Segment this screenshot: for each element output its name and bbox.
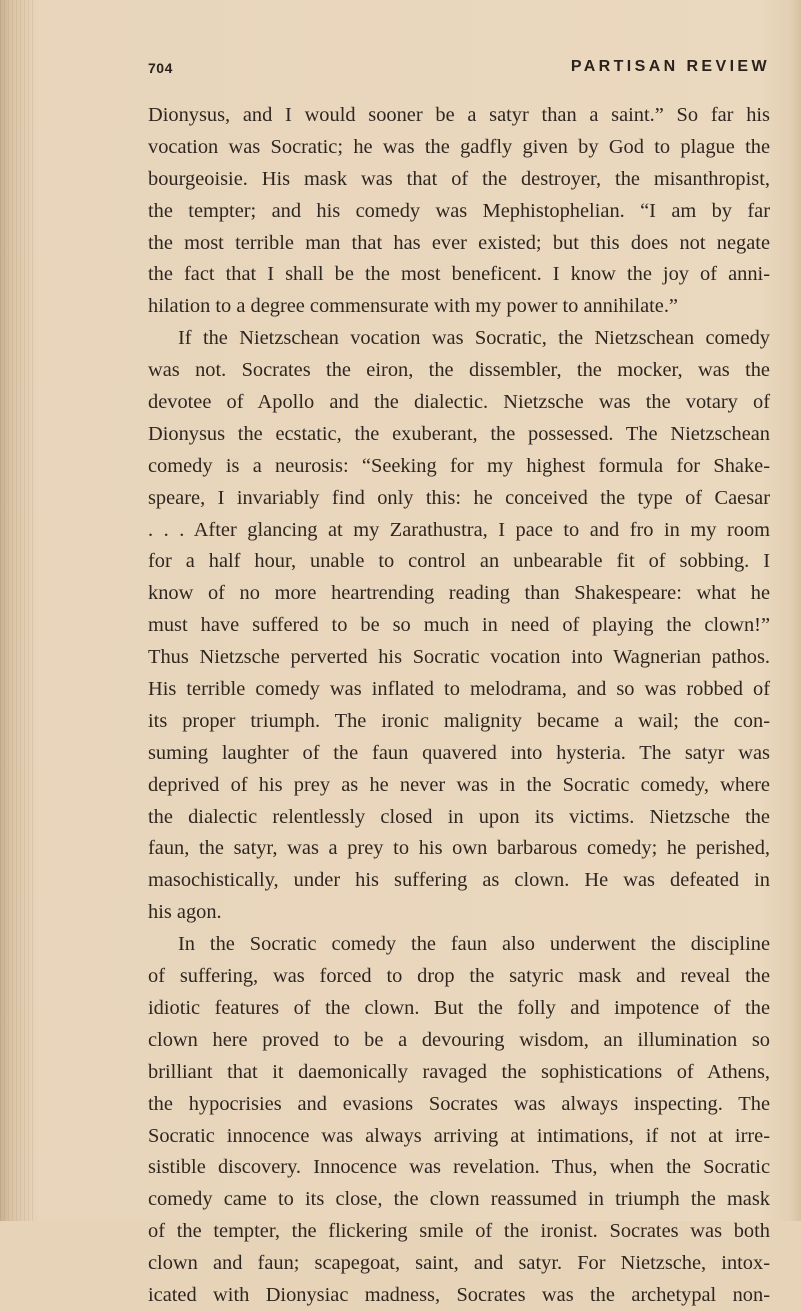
text-line: the fact that I shall be the most beneficent. I know the joy of anni- bbox=[148, 263, 770, 286]
text-line: deprived of his prey as he never was in the Socratic comedy, where bbox=[148, 773, 770, 796]
paragraph-start-line: If the Nietzschean vocation was Socratic, the Nietzschean comedy bbox=[178, 327, 770, 350]
running-head: PARTISAN REVIEW bbox=[570, 58, 770, 75]
text-line: Thus Nietzsche perverted his Socratic vocation into Wagnerian pathos. bbox=[148, 646, 770, 669]
text-line: hilation to a degree commensurate with my power to annihilate.” bbox=[148, 295, 678, 318]
page-number: 704 bbox=[148, 60, 173, 76]
text-line: Dionysus the ecstatic, the exuberant, the possessed. The Nietzschean bbox=[148, 422, 770, 445]
page-gutter bbox=[0, 0, 34, 1221]
text-line: devotee of Apollo and the dialectic. Nietzsche was the votary of bbox=[148, 391, 770, 414]
paragraph-start-line: In the Socratic comedy the faun also underwent the discipline bbox=[178, 933, 770, 956]
text-line: was not. Socrates the eiron, the dissembler, the mocker, was the bbox=[148, 359, 770, 382]
text-line: its proper triumph. The ironic malignity became a wail; the con- bbox=[148, 709, 770, 732]
text-line: bourgeoisie. His mask was that of the destroyer, the misanthropist, bbox=[148, 167, 770, 190]
text-line: clown here proved to be a devouring wisdom, an illumination so bbox=[148, 1028, 770, 1051]
text-line: suming laughter of the faun quavered into hysteria. The satyr was bbox=[148, 741, 770, 764]
text-line: faun, the satyr, was a prey to his own barbarous comedy; he perished, bbox=[148, 837, 770, 860]
text-line: icated with Dionysiac madness, Socrates was the archetypal non- bbox=[148, 1283, 770, 1306]
text-line: vocation was Socratic; he was the gadfly given by God to plague the bbox=[148, 135, 770, 158]
text-line: comedy is a neurosis: “Seeking for my highest formula for Shake- bbox=[148, 454, 770, 477]
text-line: of suffering, was forced to drop the satyric mask and reveal the bbox=[148, 965, 770, 988]
text-line: . . . After glancing at my Zarathustra, I pace to and fro in my room bbox=[148, 518, 770, 541]
text-line: the most terrible man that has ever existed; but this does not negate bbox=[148, 231, 770, 254]
text-line: Dionysus, and I would sooner be a satyr than a saint.” So far his bbox=[148, 104, 770, 126]
body-text bbox=[148, 100, 770, 1312]
text-line: sistible discovery. Innocence was revelation. Thus, when the Socratic bbox=[148, 1156, 770, 1179]
text-line: comedy came to its close, the clown reassumed in triumph the mask bbox=[148, 1188, 770, 1211]
text-line: Socratic innocence was always arriving at intimations, if not at irre- bbox=[148, 1124, 770, 1147]
text-line: of the tempter, the flickering smile of the ironist. Socrates was both bbox=[148, 1220, 770, 1243]
text-line: his agon. bbox=[148, 901, 222, 924]
text-line: the hypocrisies and evasions Socrates was always inspecting. The bbox=[148, 1092, 770, 1115]
text-line: idiotic features of the clown. But the folly and impotence of the bbox=[148, 996, 770, 1019]
text-line: the dialectic relentlessly closed in upon its victims. Nietzsche the bbox=[148, 805, 770, 828]
text-line: clown and faun; scapegoat, saint, and satyr. For Nietzsche, intox- bbox=[148, 1252, 770, 1275]
text-line: His terrible comedy was inflated to melodrama, and so was robbed of bbox=[148, 678, 770, 701]
text-line: know of no more heartrending reading than Shakespeare: what he bbox=[148, 582, 770, 605]
text-line: the tempter; and his comedy was Mephistophelian. “I am by far bbox=[148, 199, 770, 222]
text-line: brilliant that it daemonically ravaged the sophistications of Athens, bbox=[148, 1060, 770, 1083]
text-line: masochistically, under his suffering as clown. He was defeated in bbox=[148, 869, 770, 892]
text-line: for a half hour, unable to control an unbearable fit of sobbing. I bbox=[148, 550, 770, 573]
page-header bbox=[148, 58, 770, 82]
text-line: speare, I invariably find only this: he conceived the type of Caesar bbox=[148, 486, 770, 509]
text-line: must have suffered to be so much in need of playing the clown!” bbox=[148, 614, 770, 637]
